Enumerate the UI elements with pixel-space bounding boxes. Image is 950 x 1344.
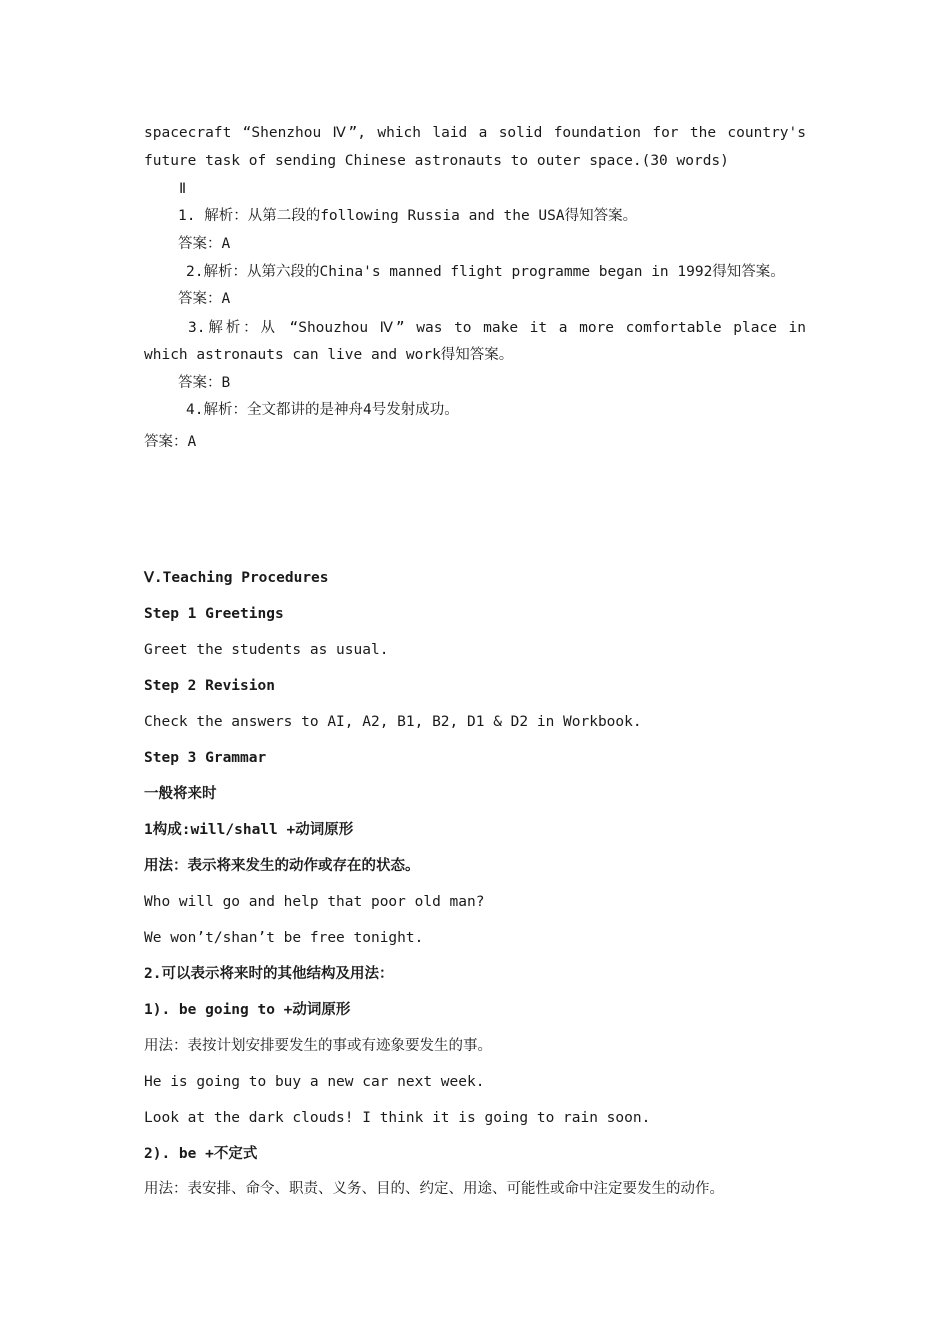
q3-answer: 答案：B [178, 375, 231, 391]
q3-analysis-line-1: 3.解析：从 “Shouzhou Ⅳ” was to make it a more comfortable place in [188, 320, 806, 336]
grammar-title: 一般将来时 [144, 786, 217, 802]
other-structures-title: 2.可以表示将来时的其他结构及用法： [144, 966, 394, 982]
q2-analysis: 2.解析：从第六段的China's manned flight programme began in 1992得知答案。 [186, 264, 785, 280]
grammar-usage: 用法：表示将来发生的动作或存在的状态。 [144, 858, 420, 874]
be-going-to-title: 1). be going to +动词原形 [144, 1002, 351, 1018]
example-sentence-1: Who will go and help that poor old man? [144, 894, 485, 910]
section-v-heading: Ⅴ.Teaching Procedures [144, 570, 329, 586]
q4-analysis: 4.解析：全文都讲的是神舟4号发射成功。 [186, 402, 459, 418]
q1-analysis: 1. 解析：从第二段的following Russia and the USA得知答案。 [178, 208, 638, 224]
step2-text: Check the answers to AI, A2, B1, B2, D1 & D2 in Workbook. [144, 714, 642, 730]
grammar-structure: 1构成:will/shall +动词原形 [144, 822, 354, 838]
summary-line-1: spacecraft “Shenzhou Ⅳ”, which laid a solid foundation for the country's [144, 125, 806, 141]
q3-analysis-line-2: which astronauts can live and work得知答案。 [144, 347, 514, 363]
part-ii-label: Ⅱ [179, 181, 187, 197]
be-infinitive-usage: 用法：表安排、命令、职责、义务、目的、约定、用途、可能性或命中注定要发生的动作。 [144, 1181, 724, 1197]
be-going-to-example-2: Look at the dark clouds! I think it is going to rain soon. [144, 1110, 651, 1126]
summary-line-2: future task of sending Chinese astronauts to outer space.(30 words) [144, 153, 729, 169]
be-going-to-usage: 用法：表按计划安排要发生的事或有迹象要发生的事。 [144, 1038, 492, 1054]
step1-text: Greet the students as usual. [144, 642, 389, 658]
step2-title: Step 2 Revision [144, 678, 275, 694]
q1-answer: 答案：A [178, 236, 231, 252]
step1-title: Step 1 Greetings [144, 606, 284, 622]
example-sentence-2: We won’t/shan’t be free tonight. [144, 930, 424, 946]
step3-title: Step 3 Grammar [144, 750, 267, 766]
be-going-to-example-1: He is going to buy a new car next week. [144, 1074, 485, 1090]
q4-answer: 答案：A [144, 434, 197, 450]
q2-answer: 答案：A [178, 291, 231, 307]
be-infinitive-title: 2). be +不定式 [144, 1146, 258, 1162]
